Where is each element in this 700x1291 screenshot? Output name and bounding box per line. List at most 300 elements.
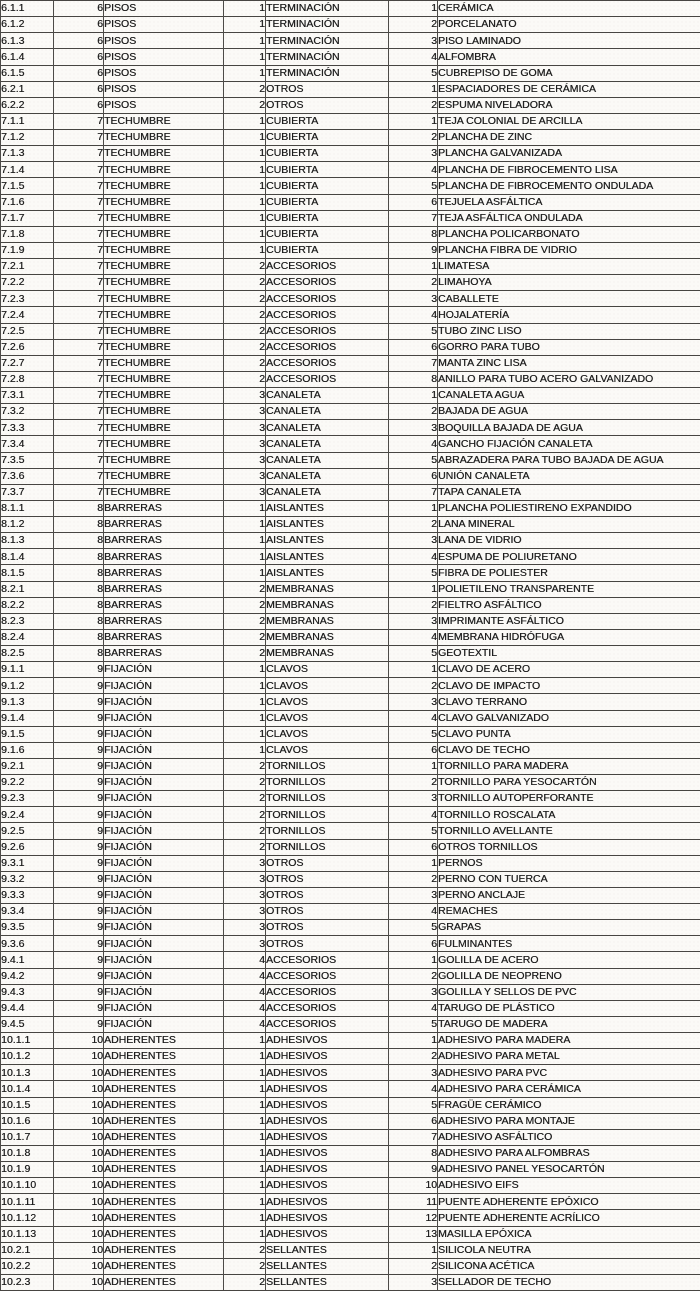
table-row	[1, 629, 700, 645]
cell-code: 8.2.3	[1, 613, 54, 629]
cell-category-name: TECHUMBRE	[104, 242, 224, 258]
cell-item-name: ESPUMA NIVELADORA	[438, 97, 700, 113]
cell-subcategory-number: 1	[224, 113, 266, 129]
table-row	[1, 17, 700, 33]
cell-item-name: CLAVO DE ACERO	[438, 662, 700, 678]
cell-subcategory-number: 2	[224, 1258, 266, 1274]
cell-subcategory-name: MEMBRANAS	[266, 629, 389, 645]
cell-subcategory-name: ADHESIVOS	[266, 1049, 389, 1065]
cell-category-name: FIJACIÓN	[104, 726, 224, 742]
cell-subcategory-name: ACCESORIOS	[266, 968, 389, 984]
cell-item-name: PLANCHA DE FIBROCEMENTO ONDULADA	[438, 178, 700, 194]
cell-category-number: 6	[54, 97, 104, 113]
cell-item-name: ADHESIVO PARA ALFOMBRAS	[438, 1145, 700, 1161]
cell-subcategory-number: 2	[224, 758, 266, 774]
cell-category-name: ADHERENTES	[104, 1258, 224, 1274]
cell-code: 7.3.4	[1, 436, 54, 452]
cell-code: 9.1.6	[1, 742, 54, 758]
cell-item-number: 1	[389, 1, 438, 17]
table-row	[1, 452, 700, 468]
table-row	[1, 984, 700, 1000]
cell-category-name: ADHERENTES	[104, 1033, 224, 1049]
cell-category-name: TECHUMBRE	[104, 339, 224, 355]
table-row	[1, 33, 700, 49]
cell-subcategory-number: 1	[224, 162, 266, 178]
cell-item-number: 5	[389, 823, 438, 839]
cell-item-name: TUBO ZINC LISO	[438, 323, 700, 339]
cell-code: 9.2.5	[1, 823, 54, 839]
cell-item-number: 1	[389, 662, 438, 678]
cell-code: 7.2.2	[1, 275, 54, 291]
cell-category-name: TECHUMBRE	[104, 146, 224, 162]
table-row	[1, 613, 700, 629]
cell-category-name: FIJACIÓN	[104, 823, 224, 839]
cell-code: 6.1.2	[1, 17, 54, 33]
cell-code: 7.3.2	[1, 404, 54, 420]
cell-subcategory-number: 1	[224, 130, 266, 146]
table-row	[1, 1274, 700, 1290]
cell-subcategory-number: 2	[224, 1242, 266, 1258]
table-row	[1, 339, 700, 355]
cell-subcategory-number: 1	[224, 33, 266, 49]
cell-category-number: 9	[54, 952, 104, 968]
cell-category-number: 6	[54, 65, 104, 81]
cell-subcategory-number: 1	[224, 549, 266, 565]
table-row	[1, 839, 700, 855]
cell-item-name: PLANCHA DE FIBROCEMENTO LISA	[438, 162, 700, 178]
cell-category-number: 7	[54, 178, 104, 194]
table-row	[1, 1065, 700, 1081]
cell-subcategory-number: 1	[224, 194, 266, 210]
cell-subcategory-number: 1	[224, 1081, 266, 1097]
cell-code: 9.2.2	[1, 775, 54, 791]
table-row	[1, 1226, 700, 1242]
cell-category-name: FIJACIÓN	[104, 936, 224, 952]
cell-code: 9.2.3	[1, 791, 54, 807]
cell-category-name: FIJACIÓN	[104, 807, 224, 823]
cell-category-number: 9	[54, 1016, 104, 1032]
cell-category-number: 8	[54, 565, 104, 581]
cell-item-name: GOLILLA Y SELLOS DE PVC	[438, 984, 700, 1000]
cell-item-number: 4	[389, 549, 438, 565]
cell-subcategory-name: OTROS	[266, 920, 389, 936]
cell-item-number: 2	[389, 968, 438, 984]
cell-code: 8.1.5	[1, 565, 54, 581]
cell-code: 9.2.6	[1, 839, 54, 855]
cell-item-number: 1	[389, 1033, 438, 1049]
table-row	[1, 1178, 700, 1194]
cell-subcategory-number: 3	[224, 468, 266, 484]
cell-item-name: ESPUMA DE POLIURETANO	[438, 549, 700, 565]
cell-item-number: 2	[389, 275, 438, 291]
cell-item-number: 4	[389, 307, 438, 323]
cell-code: 8.1.2	[1, 517, 54, 533]
cell-subcategory-name: ACCESORIOS	[266, 259, 389, 275]
cell-code: 10.1.8	[1, 1145, 54, 1161]
cell-code: 7.3.1	[1, 388, 54, 404]
cell-subcategory-number: 1	[224, 500, 266, 516]
cell-subcategory-number: 2	[224, 81, 266, 97]
cell-code: 7.1.6	[1, 194, 54, 210]
cell-item-number: 1	[389, 500, 438, 516]
cell-item-name: ADHESIVO EIFS	[438, 1178, 700, 1194]
cell-code: 8.1.3	[1, 533, 54, 549]
cell-code: 7.2.4	[1, 307, 54, 323]
cell-code: 10.1.3	[1, 1065, 54, 1081]
cell-item-number: 1	[389, 952, 438, 968]
cell-subcategory-number: 1	[224, 49, 266, 65]
cell-item-number: 5	[389, 726, 438, 742]
cell-subcategory-name: OTROS	[266, 81, 389, 97]
cell-category-number: 7	[54, 468, 104, 484]
cell-code: 7.2.7	[1, 355, 54, 371]
table-row	[1, 1258, 700, 1274]
cell-item-number: 6	[389, 1113, 438, 1129]
cell-category-name: PISOS	[104, 1, 224, 17]
cell-subcategory-number: 3	[224, 388, 266, 404]
cell-item-number: 2	[389, 17, 438, 33]
cell-item-name: PLANCHA POLIESTIRENO EXPANDIDO	[438, 500, 700, 516]
cell-subcategory-name: ACCESORIOS	[266, 323, 389, 339]
cell-item-name: GEOTEXTIL	[438, 646, 700, 662]
cell-item-number: 3	[389, 533, 438, 549]
table-row	[1, 259, 700, 275]
cell-code: 10.1.7	[1, 1129, 54, 1145]
cell-category-number: 9	[54, 855, 104, 871]
cell-subcategory-name: CANALETA	[266, 404, 389, 420]
cell-category-name: FIJACIÓN	[104, 775, 224, 791]
cell-subcategory-name: OTROS	[266, 871, 389, 887]
cell-code: 8.2.5	[1, 646, 54, 662]
cell-category-number: 10	[54, 1145, 104, 1161]
cell-subcategory-name: ACCESORIOS	[266, 952, 389, 968]
cell-category-name: PISOS	[104, 49, 224, 65]
cell-subcategory-name: ACCESORIOS	[266, 1016, 389, 1032]
cell-item-name: CABALLETE	[438, 291, 700, 307]
cell-subcategory-number: 1	[224, 1162, 266, 1178]
cell-subcategory-name: CLAVOS	[266, 710, 389, 726]
cell-subcategory-number: 2	[224, 323, 266, 339]
table-row	[1, 887, 700, 903]
cell-subcategory-number: 2	[224, 291, 266, 307]
cell-subcategory-number: 3	[224, 484, 266, 500]
cell-code: 9.3.6	[1, 936, 54, 952]
cell-code: 6.1.4	[1, 49, 54, 65]
cell-subcategory-name: ACCESORIOS	[266, 984, 389, 1000]
cell-subcategory-number: 1	[224, 565, 266, 581]
cell-category-number: 9	[54, 904, 104, 920]
cell-item-name: TEJUELA ASFÁLTICA	[438, 194, 700, 210]
cell-subcategory-name: ADHESIVOS	[266, 1194, 389, 1210]
cell-item-name: PISO LAMINADO	[438, 33, 700, 49]
cell-item-name: FIBRA DE POLIESTER	[438, 565, 700, 581]
table-row	[1, 210, 700, 226]
cell-category-name: TECHUMBRE	[104, 468, 224, 484]
cell-category-number: 9	[54, 1000, 104, 1016]
cell-item-number: 4	[389, 904, 438, 920]
cell-subcategory-name: TORNILLOS	[266, 807, 389, 823]
cell-code: 7.1.1	[1, 113, 54, 129]
cell-item-number: 3	[389, 791, 438, 807]
cell-item-name: ADHESIVO PANEL YESOCARTÓN	[438, 1162, 700, 1178]
cell-item-name: CLAVO PUNTA	[438, 726, 700, 742]
cell-item-name: UNIÓN CANALETA	[438, 468, 700, 484]
cell-category-name: BARRERAS	[104, 565, 224, 581]
cell-category-number: 10	[54, 1210, 104, 1226]
cell-category-name: ADHERENTES	[104, 1081, 224, 1097]
cell-subcategory-number: 4	[224, 984, 266, 1000]
cell-category-name: TECHUMBRE	[104, 323, 224, 339]
cell-category-name: FIJACIÓN	[104, 678, 224, 694]
cell-item-number: 4	[389, 1000, 438, 1016]
cell-item-name: ABRAZADERA PARA TUBO BAJADA DE AGUA	[438, 452, 700, 468]
table-row	[1, 500, 700, 516]
cell-subcategory-name: AISLANTES	[266, 549, 389, 565]
table-row	[1, 1162, 700, 1178]
cell-category-number: 7	[54, 113, 104, 129]
cell-category-name: ADHERENTES	[104, 1242, 224, 1258]
cell-item-number: 1	[389, 81, 438, 97]
cell-subcategory-number: 1	[224, 1049, 266, 1065]
cell-item-name: PORCELANATO	[438, 17, 700, 33]
cell-item-name: FULMINANTES	[438, 936, 700, 952]
cell-category-number: 10	[54, 1033, 104, 1049]
cell-category-number: 8	[54, 517, 104, 533]
cell-subcategory-number: 1	[224, 146, 266, 162]
cell-category-name: PISOS	[104, 33, 224, 49]
cell-item-number: 8	[389, 1145, 438, 1161]
cell-subcategory-name: SELLANTES	[266, 1258, 389, 1274]
cell-code: 9.1.2	[1, 678, 54, 694]
cell-item-name: TARUGO DE PLÁSTICO	[438, 1000, 700, 1016]
cell-item-name: TORNILLO AVELLANTE	[438, 823, 700, 839]
cell-subcategory-name: ADHESIVOS	[266, 1113, 389, 1129]
cell-subcategory-name: CLAVOS	[266, 726, 389, 742]
cell-category-name: ADHERENTES	[104, 1065, 224, 1081]
cell-subcategory-name: CLAVOS	[266, 694, 389, 710]
cell-category-number: 10	[54, 1242, 104, 1258]
table-row	[1, 1145, 700, 1161]
table-row	[1, 742, 700, 758]
cell-subcategory-number: 1	[224, 242, 266, 258]
cell-category-number: 7	[54, 355, 104, 371]
cell-category-number: 7	[54, 275, 104, 291]
cell-code: 8.2.2	[1, 597, 54, 613]
cell-category-name: BARRERAS	[104, 646, 224, 662]
table-row	[1, 1016, 700, 1032]
cell-subcategory-number: 3	[224, 887, 266, 903]
cell-subcategory-name: CANALETA	[266, 468, 389, 484]
cell-item-number: 2	[389, 1049, 438, 1065]
cell-item-name: SELLADOR DE TECHO	[438, 1274, 700, 1290]
cell-subcategory-number: 1	[224, 1113, 266, 1129]
cell-code: 6.1.3	[1, 33, 54, 49]
cell-subcategory-name: TERMINACIÓN	[266, 33, 389, 49]
cell-subcategory-number: 1	[224, 1033, 266, 1049]
cell-item-name: POLIETILENO TRANSPARENTE	[438, 581, 700, 597]
cell-item-number: 4	[389, 1081, 438, 1097]
cell-item-number: 2	[389, 597, 438, 613]
cell-item-number: 3	[389, 1065, 438, 1081]
cell-item-number: 1	[389, 581, 438, 597]
cell-subcategory-number: 1	[224, 1097, 266, 1113]
cell-item-number: 10	[389, 1178, 438, 1194]
cell-category-name: ADHERENTES	[104, 1049, 224, 1065]
cell-item-number: 2	[389, 404, 438, 420]
cell-item-name: PUENTE ADHERENTE ACRÍLICO	[438, 1210, 700, 1226]
cell-item-number: 9	[389, 242, 438, 258]
cell-item-number: 1	[389, 388, 438, 404]
table-row	[1, 678, 700, 694]
cell-subcategory-name: CUBIERTA	[266, 226, 389, 242]
cell-category-number: 9	[54, 839, 104, 855]
table-row	[1, 323, 700, 339]
cell-category-name: PISOS	[104, 81, 224, 97]
cell-item-name: LIMAHOYA	[438, 275, 700, 291]
cell-subcategory-name: CLAVOS	[266, 678, 389, 694]
cell-item-number: 1	[389, 1242, 438, 1258]
cell-item-number: 8	[389, 226, 438, 242]
cell-item-name: ANILLO PARA TUBO ACERO GALVANIZADO	[438, 371, 700, 387]
cell-item-name: TORNILLO PARA MADERA	[438, 758, 700, 774]
table-row	[1, 1194, 700, 1210]
table-row	[1, 758, 700, 774]
table-row	[1, 710, 700, 726]
cell-subcategory-name: TORNILLOS	[266, 839, 389, 855]
cell-category-number: 8	[54, 533, 104, 549]
cell-category-name: PISOS	[104, 17, 224, 33]
cell-category-number: 9	[54, 920, 104, 936]
cell-category-number: 7	[54, 291, 104, 307]
cell-subcategory-number: 4	[224, 968, 266, 984]
cell-category-name: ADHERENTES	[104, 1178, 224, 1194]
cell-category-name: FIJACIÓN	[104, 758, 224, 774]
cell-category-number: 6	[54, 17, 104, 33]
cell-code: 7.2.3	[1, 291, 54, 307]
cell-item-name: PERNOS	[438, 855, 700, 871]
cell-item-name: OTROS TORNILLOS	[438, 839, 700, 855]
cell-category-name: FIJACIÓN	[104, 694, 224, 710]
cell-category-name: TECHUMBRE	[104, 436, 224, 452]
cell-subcategory-number: 1	[224, 65, 266, 81]
cell-code: 9.4.1	[1, 952, 54, 968]
cell-code: 6.2.2	[1, 97, 54, 113]
cell-item-number: 4	[389, 710, 438, 726]
cell-item-name: LIMATESA	[438, 259, 700, 275]
cell-code: 7.2.5	[1, 323, 54, 339]
table-row	[1, 436, 700, 452]
table-row	[1, 388, 700, 404]
cell-subcategory-name: AISLANTES	[266, 565, 389, 581]
cell-item-number: 2	[389, 1258, 438, 1274]
cell-subcategory-number: 1	[224, 226, 266, 242]
cell-subcategory-name: TORNILLOS	[266, 758, 389, 774]
cell-category-number: 7	[54, 436, 104, 452]
cell-category-number: 8	[54, 646, 104, 662]
cell-code: 9.4.4	[1, 1000, 54, 1016]
cell-category-number: 9	[54, 936, 104, 952]
cell-subcategory-number: 3	[224, 904, 266, 920]
cell-subcategory-number: 2	[224, 97, 266, 113]
cell-category-name: ADHERENTES	[104, 1274, 224, 1290]
cell-category-name: FIJACIÓN	[104, 742, 224, 758]
cell-category-number: 9	[54, 775, 104, 791]
table-row	[1, 597, 700, 613]
cell-code: 7.1.7	[1, 210, 54, 226]
cell-subcategory-number: 2	[224, 775, 266, 791]
cell-code: 8.1.4	[1, 549, 54, 565]
cell-category-name: TECHUMBRE	[104, 210, 224, 226]
cell-code: 7.1.3	[1, 146, 54, 162]
cell-item-name: CERÁMICA	[438, 1, 700, 17]
cell-subcategory-name: ADHESIVOS	[266, 1178, 389, 1194]
cell-subcategory-name: AISLANTES	[266, 533, 389, 549]
cell-category-name: FIJACIÓN	[104, 887, 224, 903]
cell-item-number: 6	[389, 936, 438, 952]
cell-category-number: 9	[54, 694, 104, 710]
cell-item-number: 2	[389, 130, 438, 146]
cell-subcategory-name: ADHESIVOS	[266, 1097, 389, 1113]
cell-subcategory-number: 2	[224, 355, 266, 371]
cell-category-name: BARRERAS	[104, 629, 224, 645]
cell-category-name: TECHUMBRE	[104, 371, 224, 387]
cell-code: 8.1.1	[1, 500, 54, 516]
table-row	[1, 1, 700, 17]
cell-code: 9.2.1	[1, 758, 54, 774]
cell-item-number: 7	[389, 1129, 438, 1145]
cell-item-name: TEJA COLONIAL DE ARCILLA	[438, 113, 700, 129]
cell-subcategory-name: TORNILLOS	[266, 791, 389, 807]
cell-category-number: 8	[54, 581, 104, 597]
cell-subcategory-number: 3	[224, 871, 266, 887]
cell-item-number: 8	[389, 371, 438, 387]
cell-subcategory-number: 2	[224, 597, 266, 613]
cell-subcategory-number: 4	[224, 1016, 266, 1032]
cell-category-name: TECHUMBRE	[104, 388, 224, 404]
table-row	[1, 726, 700, 742]
cell-subcategory-number: 2	[224, 581, 266, 597]
cell-subcategory-name: CUBIERTA	[266, 210, 389, 226]
cell-subcategory-number: 3	[224, 920, 266, 936]
table-row	[1, 871, 700, 887]
cell-item-name: GRAPAS	[438, 920, 700, 936]
cell-subcategory-number: 3	[224, 436, 266, 452]
table-row	[1, 307, 700, 323]
cell-category-name: FIJACIÓN	[104, 984, 224, 1000]
table-row	[1, 65, 700, 81]
cell-code: 10.2.1	[1, 1242, 54, 1258]
cell-item-number: 3	[389, 984, 438, 1000]
cell-category-number: 9	[54, 758, 104, 774]
cell-item-name: MASILLA EPÓXICA	[438, 1226, 700, 1242]
cell-code: 7.2.6	[1, 339, 54, 355]
cell-subcategory-name: OTROS	[266, 855, 389, 871]
cell-category-number: 10	[54, 1065, 104, 1081]
cell-item-name: GORRO PARA TUBO	[438, 339, 700, 355]
cell-item-number: 5	[389, 646, 438, 662]
cell-category-number: 7	[54, 130, 104, 146]
cell-subcategory-name: ACCESORIOS	[266, 307, 389, 323]
cell-subcategory-name: ADHESIVOS	[266, 1162, 389, 1178]
cell-item-name: ESPACIADORES DE CERÁMICA	[438, 81, 700, 97]
cell-item-name: BAJADA DE AGUA	[438, 404, 700, 420]
cell-item-number: 5	[389, 452, 438, 468]
cell-category-name: ADHERENTES	[104, 1097, 224, 1113]
cell-category-name: TECHUMBRE	[104, 355, 224, 371]
cell-subcategory-name: CANALETA	[266, 388, 389, 404]
cell-category-name: FIJACIÓN	[104, 791, 224, 807]
cell-item-name: PERNO CON TUERCA	[438, 871, 700, 887]
